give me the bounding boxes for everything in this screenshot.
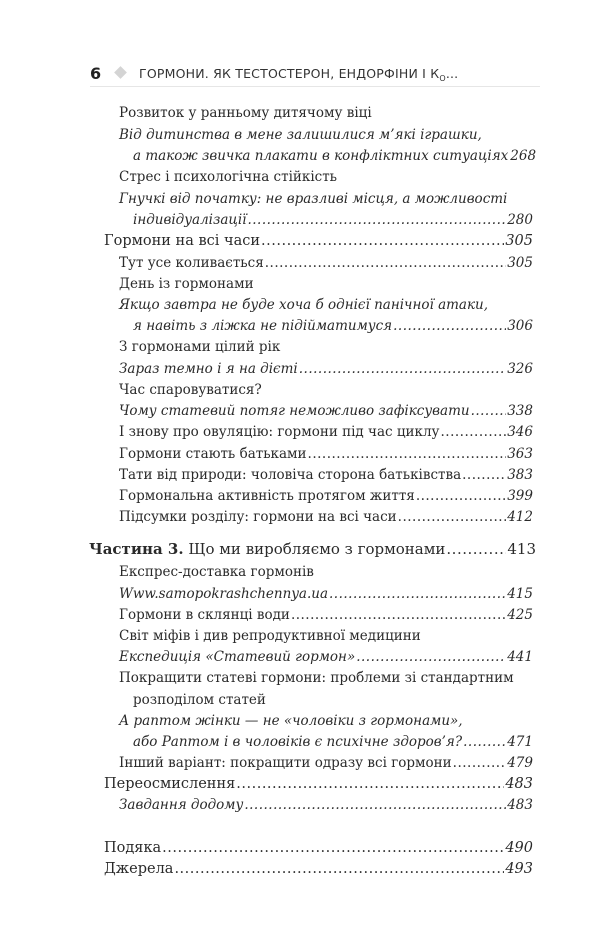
- toc-entry[interactable]: [119, 295, 488, 315]
- toc-entry[interactable]: [133, 690, 266, 710]
- dot-leader: [393, 316, 506, 336]
- toc-entry[interactable]: [133, 210, 533, 230]
- dot-leader: [398, 507, 507, 527]
- toc-entry-title: Від дитинства в мене залишилися м’які іграшки,: [119, 127, 482, 143]
- toc-entry[interactable]: [119, 711, 463, 731]
- dot-leader: [462, 465, 506, 485]
- dot-leader: [291, 605, 506, 625]
- toc-page-number: 483: [505, 776, 533, 792]
- dot-leader: [471, 401, 507, 421]
- toc-entry-title: індивідуалізації: [133, 212, 247, 228]
- toc-page-number: 415: [507, 586, 533, 602]
- toc-entry[interactable]: [119, 337, 280, 357]
- toc-page-number: 493: [505, 861, 533, 877]
- dot-leader: [162, 838, 504, 858]
- toc-entry[interactable]: [119, 274, 254, 294]
- toc-page-number: 346: [507, 424, 533, 440]
- toc-entry[interactable]: [119, 753, 533, 773]
- toc-page-number: 471: [507, 734, 533, 750]
- toc-part-title: [89, 539, 445, 559]
- toc-page-number: 305: [507, 255, 533, 271]
- toc-page-number: 326: [507, 361, 533, 377]
- toc-entry-title: Покращити статеві гормони: проблеми зі стандартним: [119, 670, 514, 686]
- toc-entry-title: Чому статевий потяг неможливо зафіксувати: [119, 403, 470, 419]
- toc-page-number: 305: [505, 233, 533, 249]
- toc-entry[interactable]: [119, 486, 533, 506]
- toc-chapter[interactable]: [104, 231, 533, 251]
- toc-page-number: 483: [507, 797, 533, 813]
- toc-page-number: 268: [510, 148, 537, 164]
- toc-entry-title: Якщо завтра не буде хоча б однієї панічної атаки,: [119, 297, 489, 313]
- dot-leader: [441, 422, 507, 442]
- toc-entry-title: Час спаровуватися?: [119, 382, 262, 398]
- toc-entry-title: Стрес і психологічна стійкість: [119, 169, 338, 185]
- toc-entry-title: Подяка: [104, 840, 162, 856]
- toc-entry[interactable]: [119, 626, 421, 646]
- toc-entry[interactable]: [133, 316, 533, 336]
- toc-page-number: 425: [507, 607, 533, 623]
- toc-entry-title: Тати від природи: чоловіча сторона батьківства: [119, 467, 462, 483]
- toc-entry[interactable]: [119, 189, 507, 209]
- toc-page-number: 280: [507, 212, 533, 228]
- toc-page-number: 413: [507, 540, 536, 558]
- toc-entry[interactable]: [119, 444, 533, 464]
- toc-entry[interactable]: [133, 146, 537, 166]
- toc-entry-title: я навіть з ліжка не підійматимуся: [133, 318, 393, 334]
- toc-entry[interactable]: [119, 465, 533, 485]
- dot-leader: [174, 859, 504, 879]
- toc-entry-title: Гормональна активність протягом життя: [119, 488, 415, 504]
- running-title-text: ГОРМОНИ. ЯК ТЕСТОСТЕРОН, ЕНДОРФІНИ І К: [139, 66, 440, 81]
- page-number: 6: [90, 64, 102, 83]
- toc-chapter[interactable]: [104, 838, 533, 858]
- toc-entry[interactable]: [119, 253, 533, 273]
- toc-entry[interactable]: [119, 668, 514, 688]
- toc-page-number: 306: [507, 318, 533, 334]
- toc-page-number: 441: [507, 649, 533, 665]
- toc-part-label: Частина 3.: [89, 540, 184, 558]
- dot-leader: [299, 359, 506, 379]
- running-title-ellipsis: ...: [445, 66, 459, 81]
- dot-leader: [265, 253, 506, 273]
- toc-page-number: 399: [507, 488, 533, 504]
- toc-entry-title: Розвиток у ранньому дитячому віці: [119, 105, 372, 121]
- toc-entry-title: Світ міфів і див репродуктивної медицини: [119, 628, 421, 644]
- toc-entry[interactable]: [119, 125, 482, 145]
- toc-entry-title: Зараз темно і я на дієті: [119, 361, 298, 377]
- running-title-subscript: О: [439, 74, 446, 83]
- toc-entry-title: Гормони на всі часи: [104, 233, 261, 249]
- toc-entry[interactable]: [119, 422, 533, 442]
- toc-page-number: 338: [507, 403, 533, 419]
- toc-entry-title: або Раптом і в чоловіків є психічне здоров’я?: [133, 734, 463, 750]
- toc-entry[interactable]: [119, 401, 533, 421]
- toc-entry-title: Джерела: [104, 861, 174, 877]
- toc-entry-title: розподілом статей: [133, 692, 266, 708]
- running-title: [139, 66, 458, 83]
- dot-leader: [453, 753, 507, 773]
- toc-entry-title: Гормони в склянці води: [119, 607, 290, 623]
- toc-entry-title: Завдання додому: [119, 797, 244, 813]
- toc-entry-title: Гнучкі від початку: не вразливі місця, а можливості: [119, 191, 508, 207]
- toc-chapter[interactable]: [104, 774, 533, 794]
- dot-leader: [446, 539, 506, 559]
- dot-leader: [244, 795, 506, 815]
- toc-entry[interactable]: [133, 732, 533, 752]
- toc-entry[interactable]: [119, 562, 314, 582]
- toc-entry-title: З гормонами цілий рік: [119, 339, 281, 355]
- toc-page-number: 363: [507, 446, 533, 462]
- toc-entry-title: День із гормонами: [119, 276, 254, 292]
- toc-entry[interactable]: [119, 795, 533, 815]
- diamond-ornament-icon: [114, 66, 127, 79]
- dot-leader: [247, 210, 506, 230]
- toc-entry[interactable]: [119, 380, 262, 400]
- toc-entry-title: Переосмислення: [104, 776, 236, 792]
- toc-page-number: 383: [507, 467, 533, 483]
- toc-entry[interactable]: [119, 103, 372, 123]
- dot-leader: [308, 444, 507, 464]
- toc-entry-title: Www.samopokrashchennya.ua: [119, 586, 328, 602]
- toc-entry[interactable]: [119, 647, 533, 667]
- toc-entry-title: І знову про овуляцію: гормони під час циклу: [119, 424, 440, 440]
- toc-entry-title: Експрес-доставка гормонів: [119, 564, 314, 580]
- toc-page-number: 490: [505, 840, 533, 856]
- toc-entry[interactable]: [119, 605, 533, 625]
- dot-leader: [261, 231, 504, 251]
- toc-entry-title: Експедиція «Статевий гормон»: [119, 649, 356, 665]
- toc-part[interactable]: [89, 539, 536, 559]
- toc-entry[interactable]: [119, 359, 533, 379]
- toc-page-number: 412: [507, 509, 533, 525]
- toc-entry[interactable]: [119, 507, 533, 527]
- toc-page-number: 479: [507, 755, 533, 771]
- toc-entry[interactable]: [119, 584, 533, 604]
- dot-leader: [356, 647, 506, 667]
- toc-part-text: Що ми виробляємо з гормонами: [188, 540, 446, 558]
- toc-entry-title: а також звичка плакати в конфліктних ситуаціях: [133, 148, 509, 164]
- toc-entry-title: Інший варіант: покращити одразу всі гормони: [119, 755, 452, 771]
- dot-leader: [329, 584, 506, 604]
- toc-entry-title: А раптом жінки — не «чоловіки з гормонами»,: [119, 713, 463, 729]
- toc-entry[interactable]: [119, 167, 337, 187]
- toc-entry-title: Гормони стають батьками: [119, 446, 307, 462]
- running-header: [90, 64, 540, 87]
- toc-entry-title: Тут усе коливається: [119, 255, 264, 271]
- toc-entry-title: Підсумки розділу: гормони на всі часи: [119, 509, 397, 525]
- dot-leader: [416, 486, 506, 506]
- toc-chapter[interactable]: [104, 859, 533, 879]
- dot-leader: [463, 732, 506, 752]
- dot-leader: [236, 774, 504, 794]
